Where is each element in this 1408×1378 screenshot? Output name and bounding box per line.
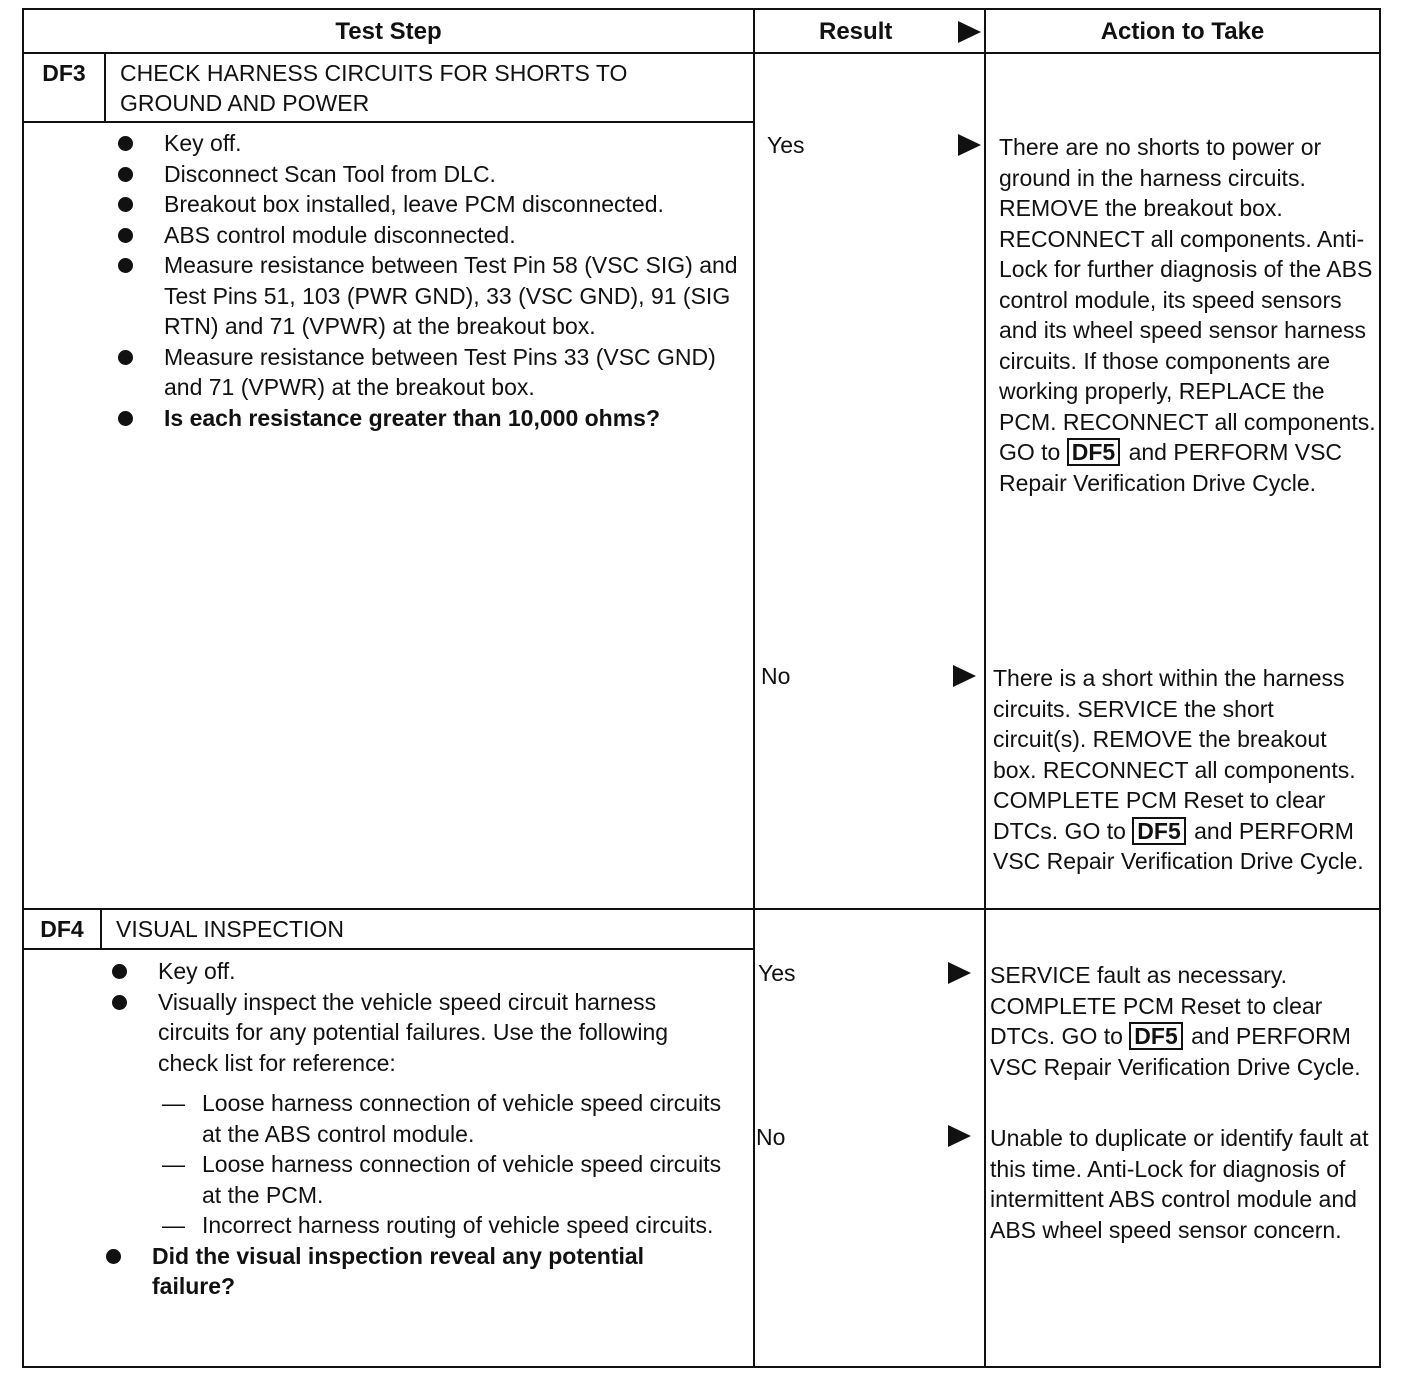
- df3-code: DF3: [42, 59, 86, 86]
- column-divider-test-result: [753, 10, 755, 1366]
- df4-checklist-item-1: — Loose harness connection of vehicle speed circuits at the ABS control module.: [158, 1088, 732, 1149]
- arrow-right-icon: [948, 1125, 971, 1147]
- df3-step-5: Measure resistance between Test Pin 58 (VSC SIG) and Test Pins 51, 103 (PWR GND), 33 (VSC GND), 91 (SIG RTN) and 71 (VPWR) at the breakout box.: [118, 250, 738, 342]
- df3-title-divider: [24, 121, 753, 123]
- df3-no-result: No: [761, 663, 791, 689]
- df4-no-result: No: [756, 1124, 786, 1150]
- df3-step-4: ABS control module disconnected.: [118, 220, 738, 251]
- df4-step-1: Key off.: [112, 956, 732, 987]
- df4-yes-action-tail: and PERFORM VSC Repair Verification Drive Cycle.: [990, 1023, 1361, 1080]
- df4-title-divider: [24, 948, 753, 950]
- df4-code: DF4: [40, 915, 84, 942]
- df3-yes-ref-df5[interactable]: DF5: [1067, 438, 1120, 466]
- df3-title: CHECK HARNESS CIRCUITS FOR SHORTS TO GROUND AND POWER: [120, 60, 628, 116]
- df3-df4-divider: [24, 908, 1379, 910]
- df3-yes-action-text: There are no shorts to power or ground in the harness circuits. REMOVE the breakout box. RECONNECT all components. Anti-Lock for further diagnosis of the ABS control module, its speed sensors and its wheel speed sensor harness circuits. If those components are working properly, REPLACE the PCM. RECONNECT all components. GO to: [999, 134, 1376, 465]
- arrow-right-icon: [953, 665, 976, 687]
- df4-checklist-item-2: — Loose harness connection of vehicle speed circuits at the PCM.: [158, 1149, 732, 1210]
- df3-yes-action: [999, 132, 1379, 498]
- df3-step-6: Measure resistance between Test Pins 33 (VSC GND) and 71 (VPWR) at the breakout box.: [118, 342, 738, 403]
- df4-checklist-item-3: — Incorrect harness routing of vehicle speed circuits.: [158, 1210, 732, 1241]
- df3-steps: [118, 128, 738, 433]
- header-result-cell: [755, 10, 984, 54]
- df4-yes-result: Yes: [758, 960, 796, 986]
- arrow-right-icon: [948, 962, 971, 984]
- df4-code-divider: [100, 908, 102, 948]
- df4-yes-action-text: SERVICE fault as necessary. COMPLETE PCM Reset to clear DTCs. GO to: [990, 962, 1323, 1049]
- df4-steps: [112, 956, 732, 1302]
- diagnostic-table: [22, 8, 1381, 1368]
- arrow-right-icon: [958, 21, 981, 43]
- df4-yes-ref-df5[interactable]: DF5: [1129, 1022, 1182, 1050]
- df4-step-2-text: Visually inspect the vehicle speed circuit harness circuits for any potential failures. Use the following check list for reference:: [158, 988, 669, 1076]
- header-action: Action to Take: [1100, 17, 1265, 45]
- df4-step-2: [112, 987, 732, 1241]
- header-result: Result: [819, 17, 893, 45]
- arrow-right-icon: [958, 134, 981, 156]
- df3-no-action: [993, 663, 1373, 877]
- df3-code-divider: [104, 52, 106, 121]
- df3-no-action-text: There is a short within the harness circuits. SERVICE the short circuit(s). REMOVE the breakout box. RECONNECT all components. COMPLETE PCM Reset to clear DTCs. GO to: [993, 665, 1356, 844]
- df3-step-1: Key off.: [118, 128, 738, 159]
- df3-no-action-tail: and PERFORM VSC Repair Verification Drive Cycle.: [993, 817, 1364, 874]
- column-divider-result-action: [984, 10, 986, 1366]
- df3-yes-result: Yes: [767, 132, 805, 158]
- df3-step-2: Disconnect Scan Tool from DLC.: [118, 159, 738, 190]
- df4-yes-action: [990, 960, 1370, 1082]
- df4-title: VISUAL INSPECTION: [116, 916, 344, 942]
- df3-no-ref-df5[interactable]: DF5: [1132, 817, 1185, 845]
- df4-question: Did the visual inspection reveal any potential failure?: [106, 1241, 732, 1302]
- header-test-step: Test Step: [335, 17, 442, 45]
- df4-no-action: Unable to duplicate or identify fault at this time. Anti-Lock for diagnosis of intermittent ABS control module and ABS wheel speed sensor concern.: [990, 1125, 1369, 1243]
- df3-step-3: Breakout box installed, leave PCM disconnected.: [118, 189, 738, 220]
- df3-yes-action-tail: and PERFORM VSC Repair Verification Drive Cycle.: [999, 439, 1343, 496]
- df3-question: Is each resistance greater than 10,000 ohms?: [118, 403, 738, 434]
- df4-checklist: [158, 1088, 732, 1241]
